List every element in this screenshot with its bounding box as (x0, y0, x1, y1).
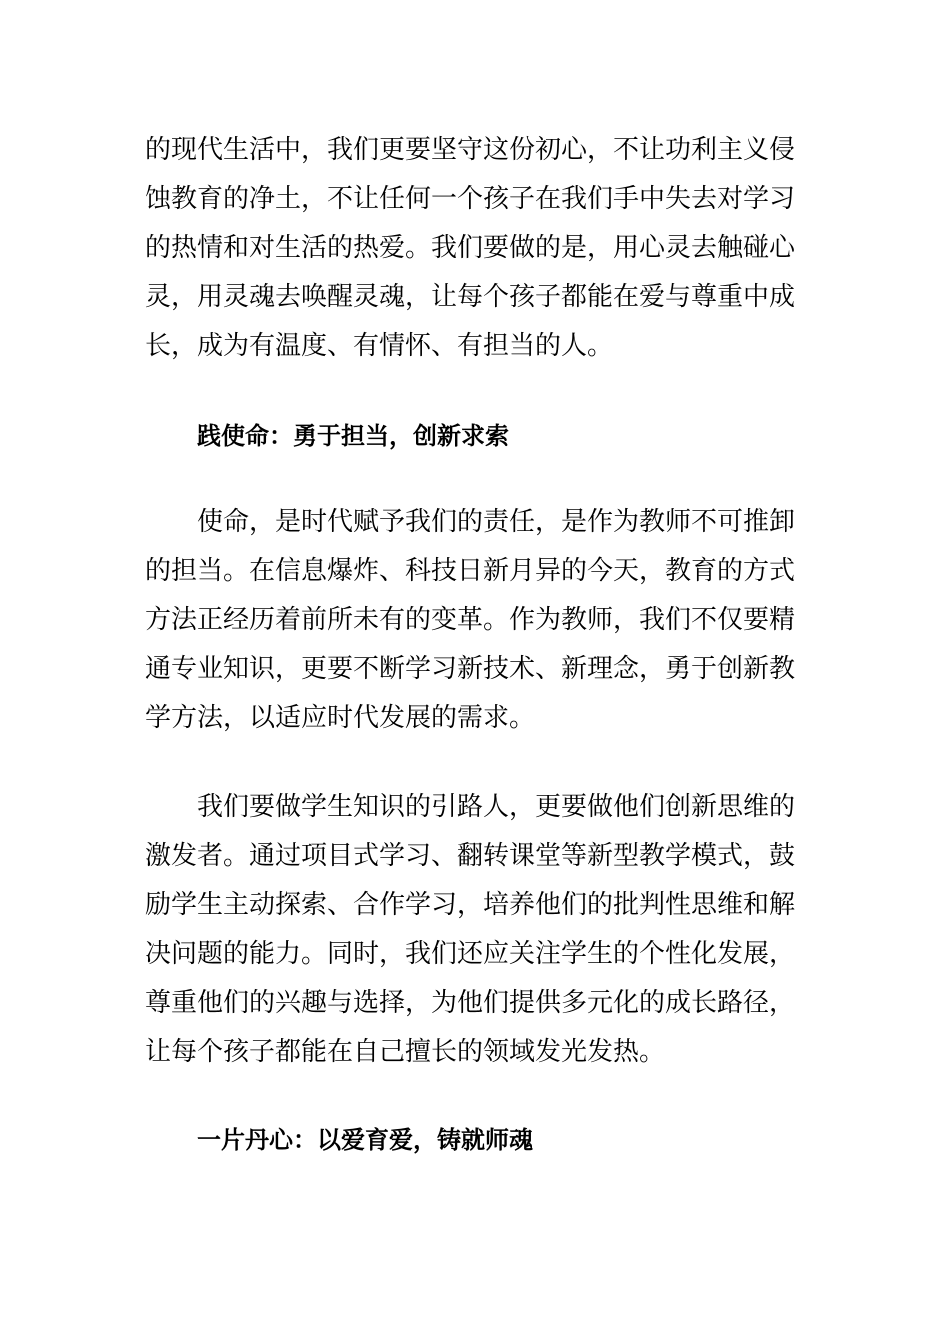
body-paragraph: 我们要做学生知识的引路人，更要做他们创新思维的激发者。通过项目式学习、翻转课堂等新型教学模式，鼓励学生主动探索、合作学习，培养他们的批判性思维和解决问题的能力。同时，我们还应关注学生的个性化发展，尊重他们的兴趣与选择，为他们提供多元化的成长路径，让每个孩子都能在自己擅长的领域发光发热。 (145, 792, 796, 1067)
body-paragraph: 使命，是时代赋予我们的责任，是作为教师不可推卸的担当。在信息爆炸、科技日新月异的今天，教育的方式方法正经历着前所未有的变革。作为教师，我们不仅要精通专业知识，更要不断学习新技术、新理念，勇于创新教学方法，以适应时代发展的需求。 (145, 507, 796, 733)
section-heading: 一片丹心：以爱育爱，铸就师魂 (197, 1126, 533, 1154)
section-heading: 践使命：勇于担当，创新求索 (197, 422, 509, 450)
body-paragraph: 的现代生活中，我们更要坚守这份初心，不让功利主义侵蚀教育的净土，不让任何一个孩子在我们手中失去对学习的热情和对生活的热爱。我们要做的是，用心灵去触碰心灵，用灵魂去唤醒灵魂，让每个孩子都能在爱与尊重中成长，成为有温度、有情怀、有担当的人。 (145, 135, 796, 361)
